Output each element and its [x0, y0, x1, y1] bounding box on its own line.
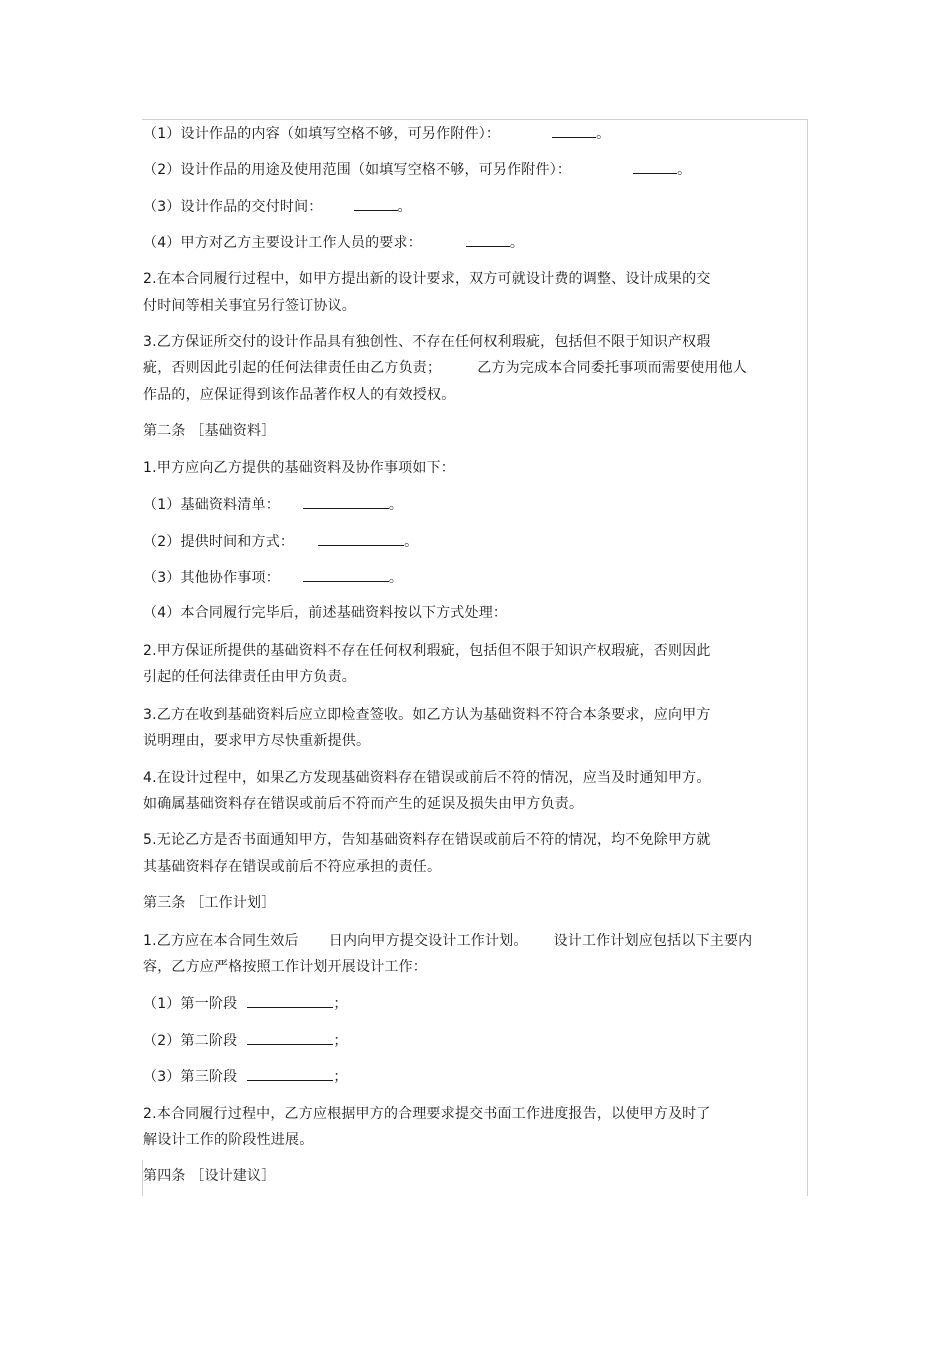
text-segment: 设计工作计划应包括以下主要内: [553, 933, 753, 949]
blank-field[interactable]: [303, 567, 389, 582]
text-segment: 日内向甲方提交设计工作计划。: [328, 933, 528, 949]
item-text: （4）甲方对乙方主要设计工作人员的要求：: [143, 235, 422, 251]
list-item: [143, 1030, 348, 1051]
item-text: （1）第一阶段: [143, 996, 238, 1012]
blank-field[interactable]: [247, 993, 333, 1008]
article-heading: 第三条 ［工作计划］: [143, 895, 276, 911]
text-segment: 疵，否则因此引起的任何法律责任由乙方负责；: [143, 360, 442, 376]
paragraph-line: 1.甲方应向乙方提供的基础资料及协作事项如下：: [143, 460, 455, 476]
punct: 。: [596, 126, 611, 142]
paragraph-line: 4.在设计过程中，如果乙方发现基础资料存在错误或前后不符的情况，应当及时通知甲方。: [143, 770, 711, 786]
paragraph-line: [143, 358, 747, 378]
paragraph-line: 5.无论乙方是否书面通知甲方，告知基础资料存在错误或前后不符的情况，均不免除甲方就: [143, 832, 711, 848]
blank-field[interactable]: [303, 494, 389, 509]
paragraph-line: [143, 931, 752, 951]
item-text: （3）第三阶段: [143, 1069, 238, 1085]
list-item: [143, 567, 403, 588]
list-item: [143, 531, 418, 552]
item-delivery-time: [143, 196, 412, 217]
paragraph-line: 如确属基础资料存在错误或前后不符而产生的延误及损失由甲方负责。: [143, 796, 584, 812]
blank-field[interactable]: [354, 196, 398, 211]
list-item: （4）本合同履行完毕后，前述基础资料按以下方式处理：: [143, 605, 508, 621]
paragraph-line: 解设计工作的阶段性进展。: [143, 1132, 314, 1148]
list-item: [143, 993, 348, 1014]
punct: 。: [509, 235, 525, 251]
punct: ；: [333, 996, 348, 1012]
item-text: （2）第二阶段: [143, 1033, 238, 1049]
blank-field[interactable]: [552, 123, 596, 138]
blank-field[interactable]: [318, 531, 404, 546]
paragraph-line: 3.乙方在收到基础资料后应立即检查签收。如乙方认为基础资料不符合本条要求，应向甲方: [143, 707, 711, 723]
blank-field[interactable]: [633, 159, 677, 174]
paragraph-line: 3.乙方保证所交付的设计作品具有独创性、不存在任何权利瑕疵，包括但不限于知识产权瑕: [143, 334, 711, 350]
item-design-content: [143, 123, 610, 144]
paragraph-line: 其基础资料存在错误或前后不符应承担的责任。: [143, 859, 442, 875]
punct: 。: [397, 199, 412, 215]
item-text: （2）提供时间和方式：: [143, 534, 295, 550]
blank-field[interactable]: [247, 1030, 333, 1045]
paragraph-line: 说明理由，要求甲方尽快重新提供。: [143, 733, 371, 749]
item-text: （2）设计作品的用途及使用范围（如填写空格不够，可另作附件）：: [143, 162, 572, 178]
item-text: （3）设计作品的交付时间：: [143, 199, 323, 215]
article-heading: 第二条 ［基础资料］: [143, 423, 276, 439]
paragraph-line: 引起的任何法律责任由甲方负责。: [143, 669, 356, 685]
text-segment: 1.乙方应在本合同生效后: [143, 933, 299, 949]
punct: ；: [333, 1033, 348, 1049]
paragraph-line: 2.本合同履行过程中，乙方应根据甲方的合理要求提交书面工作进度报告，以使甲方及时了: [143, 1106, 711, 1122]
punct: ；: [333, 1069, 348, 1085]
item-text: （1）基础资料清单：: [143, 497, 280, 513]
list-item: [143, 1066, 348, 1087]
paragraph-line: 付时间等相关事宜另行签订协议。: [143, 298, 356, 314]
blank-field[interactable]: [466, 232, 510, 247]
item-design-usage: [143, 159, 691, 180]
list-item: [143, 494, 403, 515]
blank-field[interactable]: [247, 1066, 333, 1081]
paragraph-line: 2.甲方保证所提供的基础资料不存在任何权利瑕疵，包括但不限于知识产权瑕疵，否则因此: [143, 643, 711, 659]
article-heading: 第四条 ［设计建议］: [143, 1168, 276, 1184]
punct: 。: [388, 570, 404, 586]
item-text: （1）设计作品的内容（如填写空格不够，可另作附件）：: [143, 126, 501, 142]
item-text: （3）其他协作事项：: [143, 570, 280, 586]
punct: 。: [677, 162, 692, 178]
paragraph-line: 作品的，应保证得到该作品著作权人的有效授权。: [143, 387, 456, 403]
item-staff-requirement: [143, 232, 524, 253]
punct: 。: [388, 497, 404, 513]
punct: 。: [404, 534, 419, 550]
text-segment: 乙方为完成本合同委托事项而需要使用他人: [477, 360, 748, 376]
paragraph-line: 容，乙方应严格按照工作计划开展设计工作：: [143, 959, 427, 975]
paragraph-line: 2.在本合同履行过程中，如甲方提出新的设计要求，双方可就设计费的调整、设计成果的交: [143, 271, 711, 287]
